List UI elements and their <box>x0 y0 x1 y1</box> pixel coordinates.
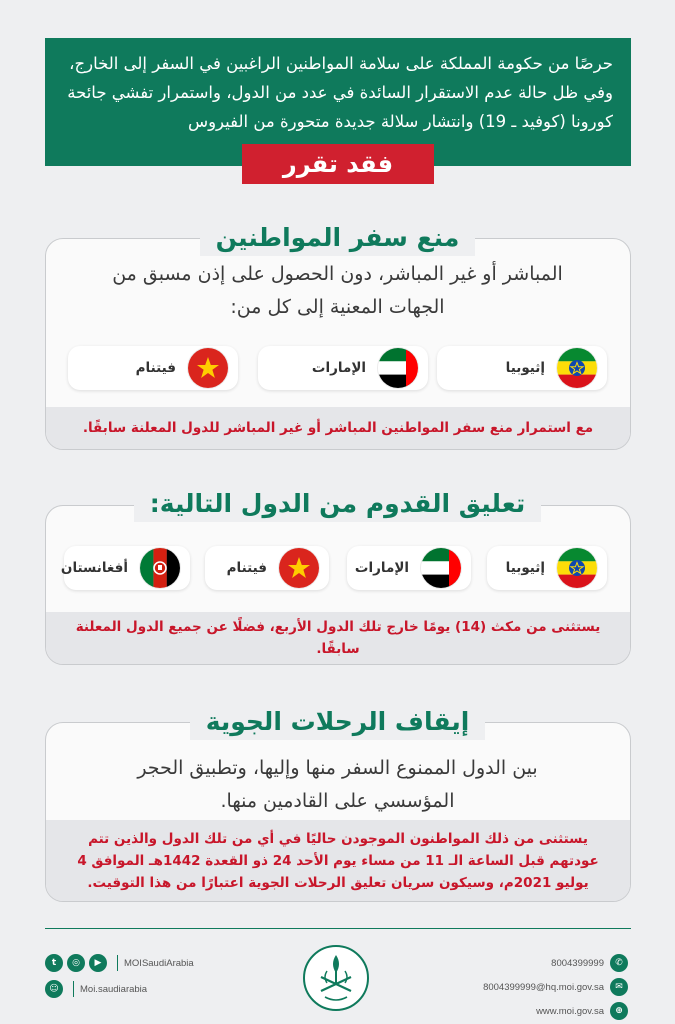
vietnam-flag-icon <box>188 348 228 388</box>
website-row <box>460 999 632 1023</box>
flights-suspension-text: بين الدول الممنوع السفر منها وإليها، وتطبيق الحجر المؤسسي على القادمين منها. <box>137 757 538 812</box>
country-name: الإمارات <box>354 560 409 576</box>
country-pill-uae <box>347 546 471 590</box>
country-pill-ethiopia <box>437 346 607 390</box>
instagram-icon[interactable]: ◎ <box>67 954 85 972</box>
phone-number[interactable]: 8004399999 <box>551 957 604 969</box>
social-handle[interactable]: MOISaudiArabia <box>124 957 194 969</box>
decision-label: فقد تقرر <box>242 144 434 184</box>
country-pill-ethiopia <box>487 546 607 590</box>
social-links <box>45 950 215 1002</box>
globe-icon: ⊕ <box>610 1002 628 1020</box>
arrival-suspension-title-wrap <box>0 486 675 522</box>
flights-suspension-note: يستثنى من ذلك المواطنون الموجودن حاليًا في أي من تلك الدول والذين تتم عودتهم قبل الساعة الـ 11 من مساء يوم الأحد 24 ذو القعدة 1442هـ الموافق 4 يوليو 2021م، وسيكون سريان تعليق الرحلات الجوية اعتبارًا من هذا التوقيت. <box>46 820 630 901</box>
contact-info <box>460 951 632 1023</box>
footer-divider <box>45 928 631 929</box>
country-name: الإمارات <box>311 360 366 376</box>
arrival-suspension-title: تعليق القدوم من الدول التالية: <box>134 486 541 522</box>
vietnam-flag-icon <box>279 548 319 588</box>
separator <box>73 981 74 997</box>
country-pill-afghanistan <box>60 546 190 590</box>
country-name: إثيوبيا <box>505 560 545 576</box>
ethiopia-flag-icon <box>557 548 597 588</box>
phone-row <box>460 951 632 975</box>
snapchat-handle[interactable]: Moi.saudiarabia <box>80 983 148 995</box>
country-name: أفغانستان <box>60 560 128 576</box>
ethiopia-flag-icon <box>557 348 597 388</box>
uae-flag-icon <box>421 548 461 588</box>
flights-suspension-title: إيقاف الرحلات الجوية <box>190 704 486 740</box>
separator <box>117 955 118 971</box>
country-name: فيتنام <box>135 360 176 376</box>
social-row <box>45 950 215 976</box>
afghanistan-flag-icon <box>140 548 180 588</box>
country-pill-vietnam <box>68 346 238 390</box>
country-name: إثيوبيا <box>505 360 545 376</box>
website-url[interactable]: www.moi.gov.sa <box>536 1005 604 1017</box>
arrival-suspension-note: يستثنى من مكث (14) يومًا خارج تلك الدول الأربع، فضلًا عن جميع الدول المعلنة سابقًا. <box>46 612 630 664</box>
country-pill-uae <box>258 346 428 390</box>
flights-suspension-title-wrap <box>0 704 675 740</box>
travel-ban-title-wrap <box>0 220 675 256</box>
twitter-icon[interactable]: t <box>45 954 63 972</box>
travel-ban-text: المباشر أو غير المباشر، دون الحصول على إذن مسبق من الجهات المعنية إلى كل من: <box>112 263 563 318</box>
country-pill-vietnam <box>205 546 329 590</box>
ministry-emblem-icon <box>303 945 369 1011</box>
snapchat-icon[interactable]: ☺ <box>45 980 63 998</box>
youtube-icon[interactable]: ▶ <box>89 954 107 972</box>
intro-text: حرصًا من حكومة المملكة على سلامة المواطنين الراغبين في السفر إلى الخارج، وفي ظل حالة عدم الاستقرار السائدة في عدد من الدول، واستمرار تفشي جائحة كورونا (كوفيد ـ 19) وانتشار سلالة جديدة متحورة من الفيروس <box>67 54 613 131</box>
email-row <box>460 975 632 999</box>
travel-ban-title: منع سفر المواطنين <box>200 220 476 256</box>
country-name: فيتنام <box>226 560 267 576</box>
phone-icon: ✆ <box>610 954 628 972</box>
travel-ban-note: مع استمرار منع سفر المواطنين المباشر أو غير المباشر للدول المعلنة سابقًا. <box>46 407 630 449</box>
uae-flag-icon <box>378 348 418 388</box>
email-address[interactable]: 8004399999@hq.moi.gov.sa <box>483 981 604 993</box>
snapchat-row <box>45 976 215 1002</box>
email-icon: ✉ <box>610 978 628 996</box>
